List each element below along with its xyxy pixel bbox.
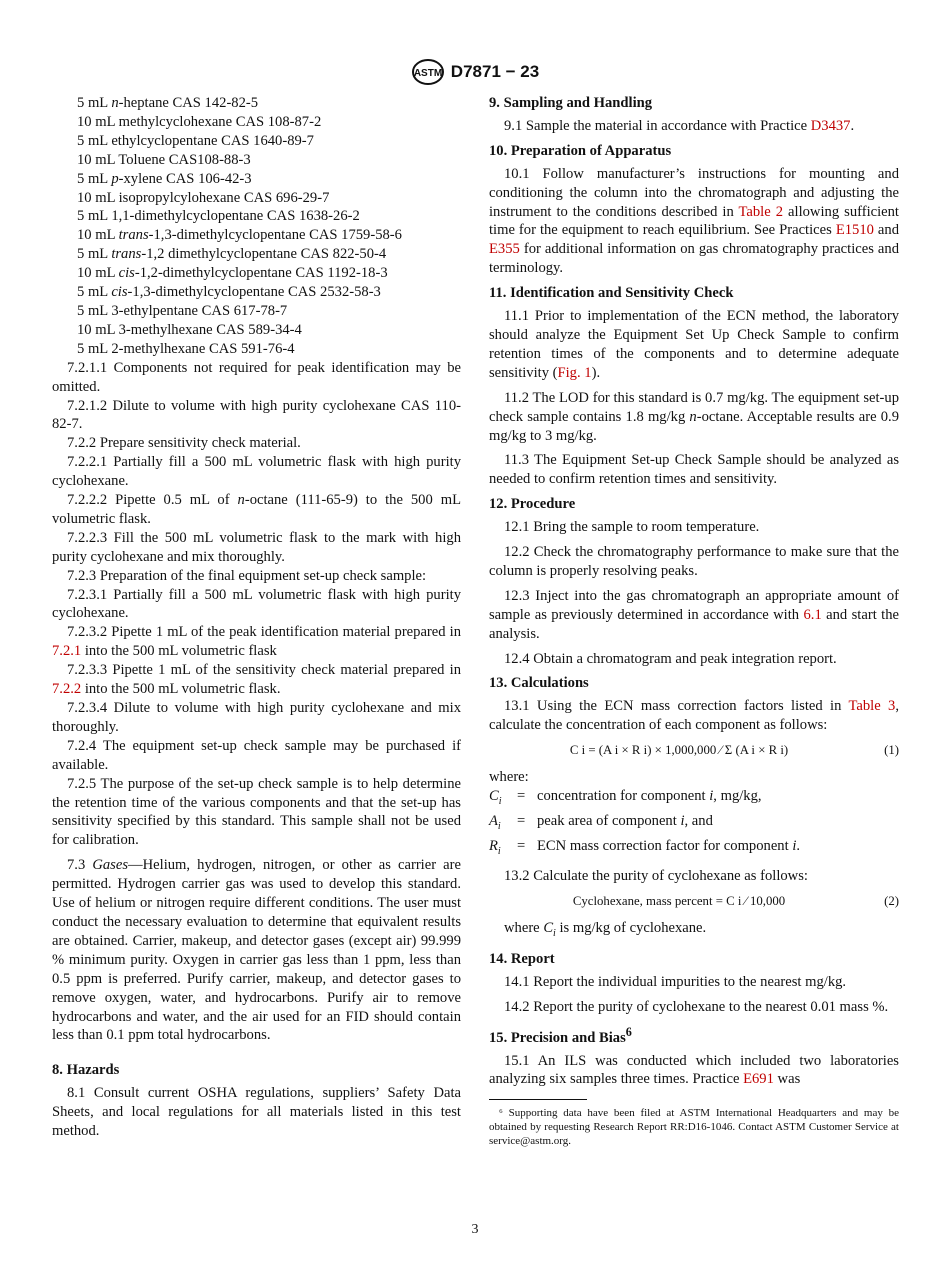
footnote-divider — [489, 1099, 587, 1100]
link-e355[interactable]: E355 — [489, 241, 520, 258]
para-7-2-5: 7.2.5 The purpose of the set-up check sample is to help determine the retention time of the various components and that the set-up has sensitivity specified by this standard. This sample shall not be used for calibration. — [52, 775, 461, 849]
section-14-heading: 14. Report — [489, 951, 555, 968]
section-9-heading: 9. Sampling and Handling — [489, 95, 653, 111]
para-7-2-1-1: 7.2.1.1 Components not required for peak identification may be omitted. — [52, 359, 461, 395]
link-table-2[interactable]: Table 2 — [738, 203, 784, 220]
para-7-2-3-4: 7.2.3.4 Dilute to volume with high purity cyclohexane and mix thoroughly. — [52, 700, 461, 735]
standard-designation: D7871 − 23 — [450, 62, 540, 81]
solvent-item: 10 mL trans-1,3-dimethylcyclopentane CAS 1759-58-6 — [77, 227, 402, 244]
link-6-1[interactable]: 6.1 — [803, 606, 822, 623]
where-label: where: — [489, 769, 529, 786]
section-12-heading: 12. Procedure — [489, 496, 576, 513]
para-7-2-2-2: 7.2.2.2 Pipette 0.5 mL of n-octane (111-65-9) to the 500 mL volumetric flask. — [52, 492, 461, 527]
solvent-item: 5 mL trans-1,2 dimethylcyclopentane CAS 822-50-4 — [77, 246, 387, 263]
right-column — [489, 94, 899, 1148]
para-11-1: 11.1 Prior to implementation of the ECN method, the laboratory should analyze the Equipment Set Up Check Sample to confirm retention times of the components and to determine adequate sensitivity (Fig. 1). — [489, 308, 899, 381]
para-7-2-3-2: 7.2.3.2 Pipette 1 mL of the peak identification material prepared in 7.2.1 into the 500 mL volumetric flask — [52, 624, 461, 660]
para-14-2: 14.2 Report the purity of cyclohexane to the nearest 0.01 mass %. — [504, 998, 889, 1015]
page-number: 3 — [471, 1222, 479, 1237]
link-e1510[interactable]: E1510 — [835, 222, 874, 239]
equation-2 — [489, 892, 899, 911]
equation-1-number: (1) — [884, 743, 899, 758]
equation-1-body: C i = (A i × R i) × 1,000,000 ⁄ Σ (A i × R i) — [569, 743, 789, 758]
solvent-item: 10 mL isopropylcylohexane CAS 696-29-7 — [77, 189, 330, 206]
para-7-2-3-1: 7.2.3.1 Partially fill a 500 mL volumetric flask with high purity cyclohexane. — [52, 586, 461, 622]
variable-definition: $A_i$ = peak area of component i, and — [489, 812, 713, 832]
para-13-2-where: where $C_i$ is mg/kg of cyclohexane. — [504, 920, 707, 940]
variable-definition: $R_i$ = ECN mass correction factor for component i. — [489, 837, 801, 857]
para-7-2-2-3: 7.2.2.3 Fill the 500 mL volumetric flask to the mark with high purity cyclohexane and mix thoroughly. — [52, 529, 461, 565]
section-13-heading: 13. Calculations — [489, 675, 589, 692]
left-column — [52, 94, 461, 1141]
para-12-1: 12.1 Bring the sample to room temperature. — [504, 519, 760, 536]
para-12-3: 12.3 Inject into the gas chromatograph an appropriate amount of sample as previously determined in accordance with 6.1 and start the analysis. — [489, 587, 899, 642]
link-e691[interactable]: E691 — [743, 1071, 774, 1088]
para-7-2-3: 7.2.3 Preparation of the final equipment set-up check sample: — [67, 567, 427, 584]
page-header — [0, 58, 950, 86]
equation-2-number: (2) — [884, 894, 899, 909]
solvent-item: 10 mL cis-1,2-dimethylcyclopentane CAS 1192-18-3 — [77, 265, 388, 282]
section-15-heading: 15. Precision and Bias$^6$ — [489, 1024, 632, 1046]
para-13-2: 13.2 Calculate the purity of cyclohexane as follows: — [504, 868, 808, 885]
link-fig-1[interactable]: Fig. 1 — [557, 364, 592, 381]
footnote-ref-6[interactable]: 6 — [625, 1024, 632, 1039]
astm-logo-icon — [411, 58, 445, 86]
solvent-item: 5 mL 3-ethylpentane CAS 617-78-7 — [77, 302, 288, 319]
link-d3437[interactable]: D3437 — [810, 117, 851, 134]
solvent-item: 10 mL 3-methylhexane CAS 589-34-4 — [77, 321, 302, 338]
para-13-1: 13.1 Using the ECN mass correction factors listed in Table 3, calculate the concentration of each component as follows: — [489, 698, 899, 734]
para-10-1: 10.1 Follow manufacturer’s instructions for mounting and conditioning the column into the chromatograph and adjusting the instrument to the conditions described in Table 2 allowing sufficient time for the equipment to reach equilibrium. See Practices E1510 and E355 for additional information on gas chromatography practices and terminology. — [489, 165, 899, 277]
solvent-item: 5 mL ethylcyclopentane CAS 1640-89-7 — [77, 132, 314, 149]
para-14-1: 14.1 Report the individual impurities to the nearest mg/kg. — [504, 973, 847, 990]
svg-text:ASTM: ASTM — [413, 68, 442, 79]
section-10-heading: 10. Preparation of Apparatus — [489, 142, 672, 159]
para-7-2-3-3: 7.2.3.3 Pipette 1 mL of the sensitivity check material prepared in 7.2.2 into the 500 mL volumetric flask. — [52, 662, 461, 698]
solvent-item: 5 mL n-heptane CAS 142-82-5 — [77, 95, 259, 111]
equation-1 — [489, 741, 899, 760]
para-7-2-2: 7.2.2 Prepare sensitivity check material. — [67, 435, 301, 452]
equation-2-body: Cyclohexane, mass percent = C i ⁄ 10,000 — [572, 894, 786, 909]
solvent-item: 5 mL 1,1-dimethylcyclopentane CAS 1638-26-2 — [77, 208, 360, 225]
para-12-2: 12.2 Check the chromatography performance to make sure that the column is properly resolving peaks. — [489, 544, 899, 579]
para-8-1: 8.1 Consult current OSHA regulations, suppliers’ Safety Data Sheets, and local regulations for all materials listed in this test method. — [52, 1085, 461, 1140]
link-table-3[interactable]: Table 3 — [848, 698, 896, 715]
solvent-list — [52, 94, 461, 359]
para-11-2: 11.2 The LOD for this standard is 0.7 mg/kg. The equipment set-up check sample contains 1.8 mg/kg n-octane. Acceptable results are 0.9 mg/kg to 3 mg/kg. — [489, 389, 899, 444]
solvent-item: 10 mL methylcyclohexane CAS 108-87-2 — [77, 113, 322, 130]
para-12-4: 12.4 Obtain a chromatogram and peak integration report. — [504, 650, 837, 667]
para-9-1: 9.1 Sample the material in accordance with Practice D3437. — [504, 117, 855, 134]
variable-definition: $C_i$ = concentration for component i, mg/kg, — [489, 788, 762, 807]
link-7-2-1[interactable]: 7.2.1 — [52, 643, 82, 660]
variable-definitions — [489, 787, 899, 861]
solvent-item: 5 mL p-xylene CAS 106-42-3 — [77, 170, 252, 187]
para-11-3: 11.3 The Equipment Set-up Check Sample should be analyzed as needed to confirm retention times and sensitivity. — [489, 452, 899, 488]
para-7-2-4: 7.2.4 The equipment set-up check sample may be purchased if available. — [52, 737, 461, 773]
section-8-heading: 8. Hazards — [52, 1062, 120, 1079]
para-7-2-2-1: 7.2.2.1 Partially fill a 500 mL volumetric flask with high purity cyclohexane. — [52, 454, 461, 490]
footnote-6: ⁶ Supporting data have been filed at ASTM International Headquarters and may be obtained by requesting Research Report RR:D16-1046. Contact ASTM Customer Service at service@astm.org. — [489, 1107, 899, 1148]
para-7-3: 7.3 Gases—Helium, hydrogen, nitrogen, or other as carrier are permitted. Hydrogen carrier gas was used to develop this standard. Use of helium or nitrogen require different conditions. The user must conduct the necessary evaluation to determine that equivalent results are obtained. Carrier, makeup, and detector gases (except air) 99.999 % minimum purity. Oxygen in carrier gas less than 1 ppm, less than 0.5 ppm is preferred. Purify carrier, makeup, and detector gases to remove oxygen, water, and hydrocarbons. Purify air to remove hydrocarbons and water, and the air used for an FID should contain less than 0.1 ppm total hydrocarbons. — [52, 857, 461, 1044]
para-15-1: 15.1 An ILS was conducted which included two laboratories analyzing six samples three times. Practice E691 was — [489, 1052, 899, 1088]
link-7-2-2[interactable]: 7.2.2 — [52, 681, 82, 698]
section-11-heading: 11. Identification and Sensitivity Check — [489, 285, 734, 302]
solvent-item: 5 mL 2-methylhexane CAS 591-76-4 — [77, 340, 295, 357]
solvent-item: 5 mL cis-1,3-dimethylcyclopentane CAS 2532-58-3 — [77, 284, 381, 301]
solvent-item: 10 mL Toluene CAS108-88-3 — [77, 151, 251, 168]
para-7-2-1-2: 7.2.1.2 Dilute to volume with high purity cyclohexane CAS 110-82-7. — [52, 397, 461, 433]
